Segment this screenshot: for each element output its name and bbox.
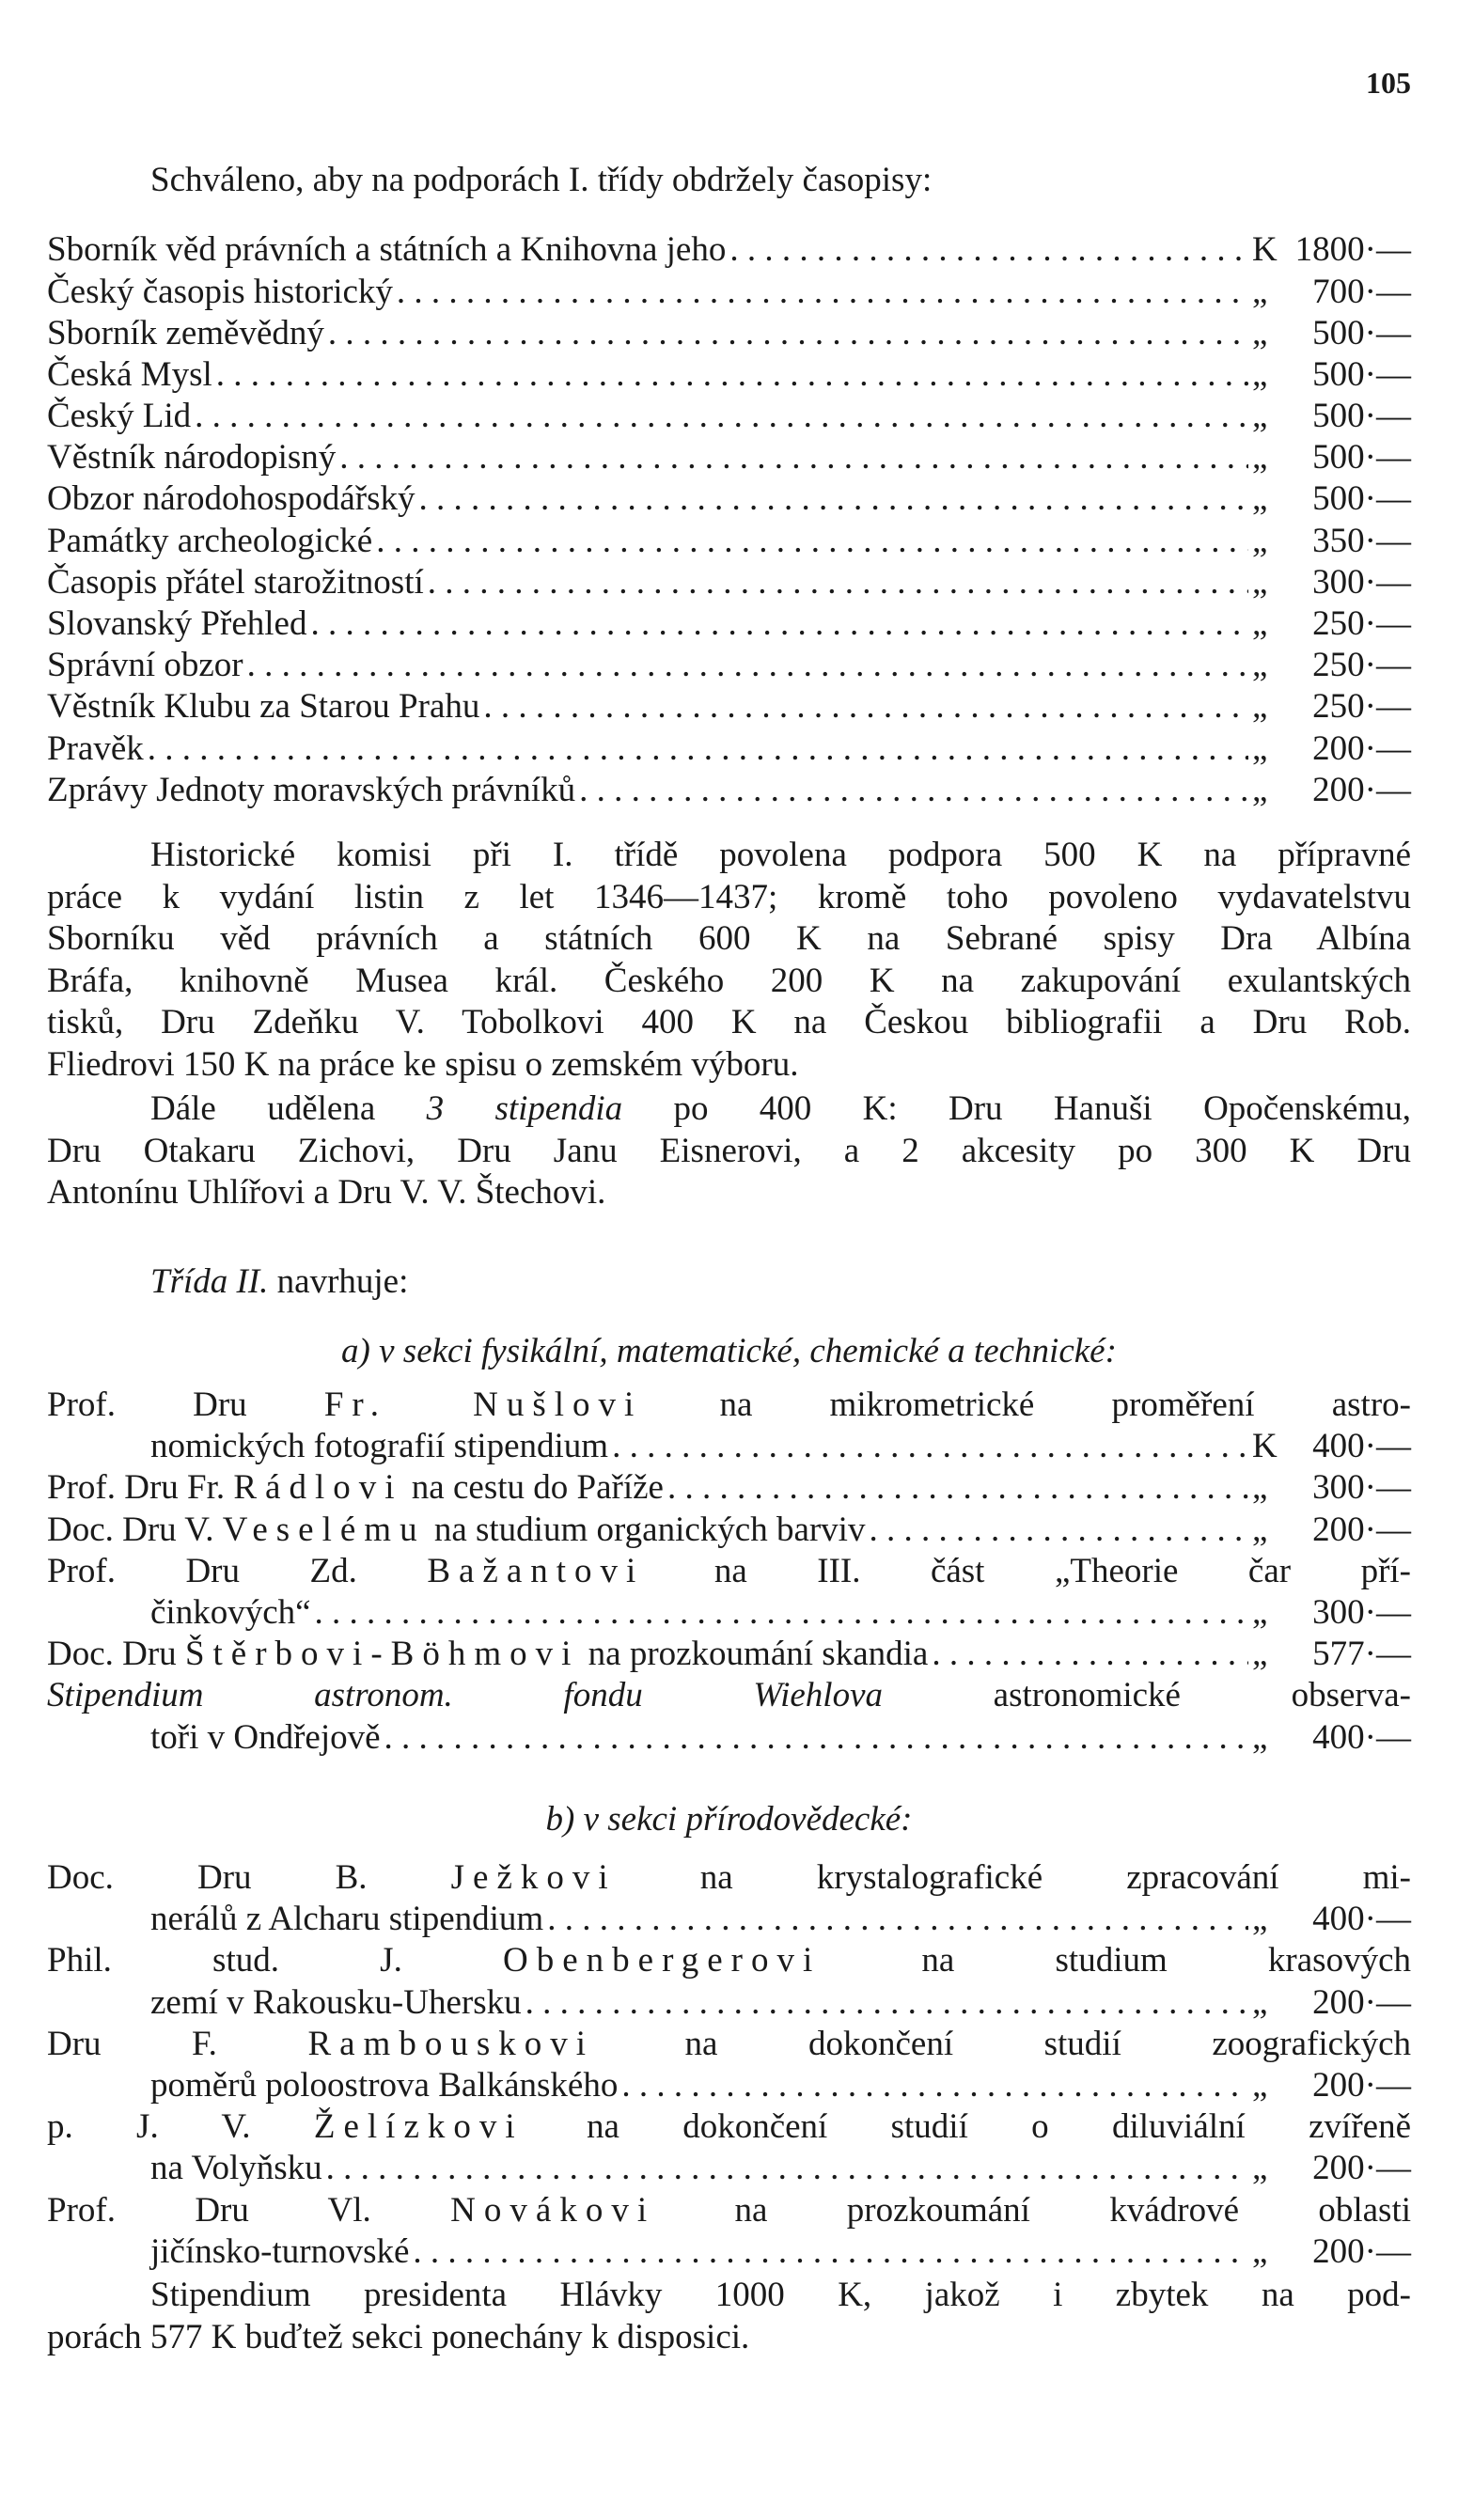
currency-mark: „	[1252, 687, 1268, 727]
entry-text: zemí v Rakousku-Uhersku	[150, 1982, 522, 2022]
entry-text	[47, 1940, 1411, 1981]
recipient-name: Rambouskovi	[307, 2024, 595, 2063]
dot-leader	[525, 1982, 1248, 2024]
amount: 500·—	[1312, 354, 1411, 394]
currency-mark: „	[1252, 1982, 1268, 2022]
entry-line	[47, 2148, 1411, 2189]
journal-row	[47, 562, 1411, 603]
currency-mark: K	[1252, 1427, 1278, 1466]
recipient-name: Obenbergerovi	[503, 1941, 822, 1980]
dot-leader	[195, 396, 1248, 437]
entry-text	[47, 1634, 928, 1675]
dot-leader	[339, 437, 1248, 478]
stipend-entry	[47, 2190, 1411, 2273]
currency-mark: „	[1252, 646, 1268, 685]
dot-leader	[869, 1510, 1248, 1551]
entry-line	[47, 2065, 1411, 2106]
dot-leader	[621, 2065, 1248, 2106]
entry-line	[47, 1675, 1411, 1716]
recipient-name: Rádlovi	[233, 1468, 403, 1508]
entry-line	[47, 1551, 1411, 1592]
entry-text	[47, 1857, 1411, 1899]
recipient-title: p. J. V.	[47, 2107, 314, 2147]
entry-line	[47, 2190, 1411, 2231]
stipend-entry	[47, 1467, 1411, 1509]
amount: 577·—	[1312, 1635, 1411, 1674]
text-line: Bráfa, knihovně Musea král. Českého 200 K na zakupování exulantských	[47, 961, 1411, 1000]
recipient-title: Prof. Dru	[47, 1385, 324, 1424]
dot-leader	[328, 313, 1248, 354]
paragraph-final	[47, 2275, 1411, 2358]
entry-line	[47, 1634, 1411, 1675]
section-b-entries	[47, 1857, 1411, 2273]
recipient-title: Doc. Dru B.	[47, 1858, 451, 1897]
entry-text: jičínsko-turnovské	[150, 2231, 410, 2271]
journal-name: Časopis přátel starožitností	[47, 562, 424, 602]
amount: 250·—	[1312, 604, 1411, 643]
journal-row	[47, 272, 1411, 313]
journal-name: Zprávy Jednoty moravských právníků	[47, 770, 576, 809]
text-line: porách 577 K buďtež sekci ponechány k disposici.	[47, 2317, 750, 2356]
text-line: Sborníku věd právních a státních 600 K na Sebrané spisy Dra Albína	[47, 919, 1411, 958]
text-segment: Dále udělena	[150, 1089, 427, 1128]
entry-line	[47, 1592, 1411, 1634]
journal-row	[47, 603, 1411, 645]
dot-leader	[413, 2231, 1248, 2273]
dot-leader	[419, 478, 1249, 520]
recipient-title: Prof. Dru Zd.	[47, 1551, 428, 1590]
currency-mark: „	[1252, 397, 1268, 436]
journal-row	[47, 770, 1411, 811]
text-line	[47, 1088, 1411, 1131]
recipient-title: Prof. Dru Vl.	[47, 2190, 451, 2230]
purpose-text: na mikrometrické proměření astro-	[642, 1385, 1411, 1424]
currency-mark: „	[1252, 1900, 1268, 1939]
stipend-entry	[47, 1675, 1411, 1758]
entry-text: toři v Ondřejově	[150, 1717, 381, 1757]
recipient-title: Doc. Dru	[47, 1635, 185, 1674]
currency-mark: „	[1252, 2231, 1268, 2271]
currency-mark: „	[1252, 770, 1268, 809]
entry-text: činkových“	[150, 1592, 311, 1632]
paragraph-stipends	[47, 1088, 1411, 1214]
recipient-title: Doc. Dru V.	[47, 1510, 223, 1549]
entry-line	[47, 2106, 1411, 2148]
class-two-label: Třída II.	[150, 1262, 269, 1301]
purpose-text: na krystalografické zpracování mi-	[616, 1858, 1411, 1897]
amount: 300·—	[1312, 562, 1411, 602]
entry-line	[47, 1899, 1411, 1940]
entry-line	[47, 1940, 1411, 1981]
text-line: Fliedrovi 150 K na práce ke spisu o zemském výboru.	[47, 1044, 799, 1084]
journal-name: Obzor národohospodářský	[47, 479, 415, 519]
dot-leader	[483, 686, 1248, 728]
entry-text	[47, 2024, 1411, 2065]
stipend-entry	[47, 1857, 1411, 1940]
entry-line	[47, 1857, 1411, 1899]
section-a-entries	[47, 1385, 1411, 1759]
currency-mark: „	[1252, 354, 1268, 394]
stipend-entry	[47, 2106, 1411, 2189]
recipient-title: Prof. Dru Fr.	[47, 1468, 234, 1508]
amount: 500·—	[1312, 438, 1411, 477]
dot-leader	[579, 770, 1248, 811]
purpose-text: astronomické observa-	[883, 1676, 1411, 1715]
dot-leader	[932, 1634, 1248, 1675]
currency-mark: „	[1252, 479, 1268, 519]
entry-text: nerálů z Alcharu stipendium	[150, 1900, 544, 1939]
currency-mark: „	[1252, 272, 1268, 311]
amount: 200·—	[1312, 770, 1411, 809]
dot-leader	[729, 229, 1248, 272]
dot-leader	[428, 562, 1248, 603]
entry-text	[47, 2190, 1411, 2231]
text-line: Stipendium presidenta Hlávky 1000 K, jakož i zbytek na pod-	[150, 2276, 1411, 2314]
recipient-name: Novákovi	[450, 2190, 656, 2230]
amount: 200·—	[1312, 2231, 1411, 2271]
journal-row	[47, 437, 1411, 478]
currency-mark: „	[1252, 1510, 1268, 1549]
text-line: Historické komisi při I. třídě povolena podpora 500 K na přípravné	[150, 836, 1411, 874]
dot-leader	[397, 272, 1248, 313]
intro-sentence: Schváleno, aby na podporách I. třídy obdržely časopisy:	[150, 161, 933, 199]
entry-text	[47, 1551, 1411, 1592]
entry-text: na Volyňsku	[150, 2149, 322, 2188]
dot-leader	[376, 521, 1248, 562]
section-b-heading: b) v sekci přírodovědecké:	[545, 1800, 913, 1839]
dot-leader	[216, 354, 1248, 396]
journal-name: Česká Mysl	[47, 354, 212, 394]
journal-row	[47, 229, 1411, 272]
italic-term: 3 stipendia	[426, 1089, 623, 1128]
entry-text: nomických fotografií stipendium	[150, 1427, 609, 1466]
currency-mark: K	[1252, 230, 1278, 269]
amount: 250·—	[1312, 687, 1411, 727]
entry-text	[47, 1385, 1411, 1426]
entry-line	[47, 2231, 1411, 2273]
journal-name: Sborník zeměvědný	[47, 313, 324, 352]
journal-name: Slovanský Přehled	[47, 604, 307, 643]
journal-name: Správní obzor	[47, 646, 243, 685]
recipient-name: Veselému	[222, 1510, 426, 1549]
dot-leader	[310, 603, 1248, 645]
purpose-text: na prozkoumání skandia	[579, 1635, 929, 1674]
amount: 500·—	[1312, 313, 1411, 352]
recipient-title: Phil. stud. J.	[47, 1941, 503, 1980]
text-line: Antonínu Uhlířovi a Dru V. V. Štechovi.	[47, 1173, 606, 1212]
journal-name: Pravěk	[47, 728, 144, 768]
currency-mark: „	[1252, 1717, 1268, 1757]
dot-leader	[547, 1899, 1248, 1940]
recipient-name: Želízkovi	[313, 2107, 524, 2147]
journal-row	[47, 521, 1411, 562]
amount: 1800·—	[1294, 230, 1411, 269]
amount: 200·—	[1312, 728, 1411, 768]
class-two-text: navrhuje:	[268, 1262, 409, 1301]
journal-row	[47, 728, 1411, 770]
purpose-text: na studium krasových	[821, 1941, 1411, 1980]
currency-mark: „	[1252, 604, 1268, 643]
entry-text	[47, 2106, 1411, 2148]
text-line: práce k vydání listin z let 1346—1437; kromě toho povoleno vydavatelstvu	[47, 877, 1411, 916]
dot-leader	[326, 2148, 1248, 2189]
journal-row	[47, 686, 1411, 728]
journal-name: Věstník národopisný	[47, 438, 337, 477]
currency-mark: „	[1252, 1592, 1268, 1632]
amount: 400·—	[1312, 1427, 1411, 1466]
currency-mark: „	[1252, 1635, 1268, 1674]
italic-term: Stipendium astronom. fondu Wiehlova	[47, 1676, 884, 1715]
dot-leader	[667, 1467, 1248, 1509]
currency-mark: „	[1252, 2065, 1268, 2105]
entry-line	[47, 1467, 1411, 1509]
amount: 500·—	[1312, 397, 1411, 436]
journal-name: Český Lid	[47, 397, 192, 436]
entry-text	[47, 1675, 1411, 1716]
entry-text: poměrů poloostrova Balkánského	[150, 2065, 619, 2105]
purpose-text: na dokončení studií zoografických	[594, 2024, 1411, 2063]
entry-text	[47, 1510, 865, 1551]
text-line: Dru Otakaru Zichovi, Dru Janu Eisnerovi, a 2 akcesity po 300 K Dru	[47, 1131, 1411, 1170]
dot-leader	[247, 645, 1248, 686]
entry-line	[47, 1717, 1411, 1759]
entry-text	[47, 1467, 664, 1509]
currency-mark: „	[1252, 2149, 1268, 2188]
entry-line	[47, 2024, 1411, 2065]
recipient-name: Štěrbovi-Böhmovi	[184, 1635, 580, 1674]
currency-mark: „	[1252, 1468, 1268, 1508]
journal-name: Památky archeologické	[47, 521, 373, 560]
journal-name: Český časopis historický	[47, 272, 393, 311]
page-number: 105	[1366, 66, 1411, 100]
journal-name: Sborník věd právních a státních a Knihovna jeho	[47, 230, 727, 269]
stipend-entry	[47, 1634, 1411, 1675]
class-two-heading	[150, 1261, 408, 1302]
amount: 350·—	[1312, 521, 1411, 560]
amount: 700·—	[1312, 272, 1411, 311]
currency-mark: „	[1252, 562, 1268, 602]
dot-leader	[612, 1426, 1248, 1467]
dot-leader	[315, 1592, 1248, 1634]
amount: 250·—	[1312, 646, 1411, 685]
journal-subsidy-list	[47, 229, 1411, 811]
recipient-name: Bažantovi	[427, 1551, 645, 1590]
stipend-entry	[47, 2024, 1411, 2106]
journal-row	[47, 354, 1411, 396]
dot-leader	[148, 728, 1248, 770]
entry-line	[47, 1385, 1411, 1426]
amount: 400·—	[1312, 1717, 1411, 1757]
paragraph-historical-commission	[47, 835, 1411, 1086]
recipient-name: Fr. Nušlovi	[323, 1385, 643, 1424]
amount: 200·—	[1312, 1510, 1411, 1549]
purpose-text: na studium organických barviv	[425, 1510, 866, 1549]
entry-line	[47, 1510, 1411, 1551]
stipend-entry	[47, 1385, 1411, 1467]
recipient-name: Ježkovi	[450, 1858, 617, 1897]
currency-mark: „	[1252, 521, 1268, 560]
purpose-text: na III. část „Theorie čar pří-	[644, 1551, 1411, 1590]
currency-mark: „	[1252, 313, 1268, 352]
journal-row	[47, 396, 1411, 437]
amount: 400·—	[1312, 1900, 1411, 1939]
purpose-text: na dokončení studií o diluviální zvířeně	[523, 2107, 1411, 2147]
amount: 300·—	[1312, 1592, 1411, 1632]
currency-mark: „	[1252, 728, 1268, 768]
stipend-entry	[47, 1940, 1411, 2023]
entry-line	[47, 1982, 1411, 2024]
journal-row	[47, 478, 1411, 520]
journal-row	[47, 645, 1411, 686]
stipend-entry	[47, 1551, 1411, 1634]
stipend-entry	[47, 1510, 1411, 1551]
amount: 200·—	[1312, 2065, 1411, 2105]
purpose-text: na cestu do Paříže	[402, 1468, 664, 1508]
entry-line	[47, 1426, 1411, 1467]
purpose-text: na prozkoumání kvádrové oblasti	[655, 2190, 1412, 2230]
dot-leader	[384, 1717, 1248, 1759]
text-segment: po 400 K: Dru Hanuši Opočenskému,	[622, 1089, 1411, 1128]
journal-row	[47, 313, 1411, 354]
amount: 500·—	[1312, 479, 1411, 519]
currency-mark: „	[1252, 438, 1268, 477]
text-line: tisků, Dru Zdeňku V. Tobolkovi 400 K na Českou bibliografii a Dru Rob.	[47, 1003, 1411, 1041]
journal-name: Věstník Klubu za Starou Prahu	[47, 687, 480, 727]
recipient-title: Dru F.	[47, 2024, 308, 2063]
amount: 200·—	[1312, 1982, 1411, 2022]
amount: 200·—	[1312, 2149, 1411, 2188]
amount: 300·—	[1312, 1468, 1411, 1508]
section-a-heading: a) v sekci fysikální, matematické, chemické a technické:	[341, 1332, 1117, 1370]
